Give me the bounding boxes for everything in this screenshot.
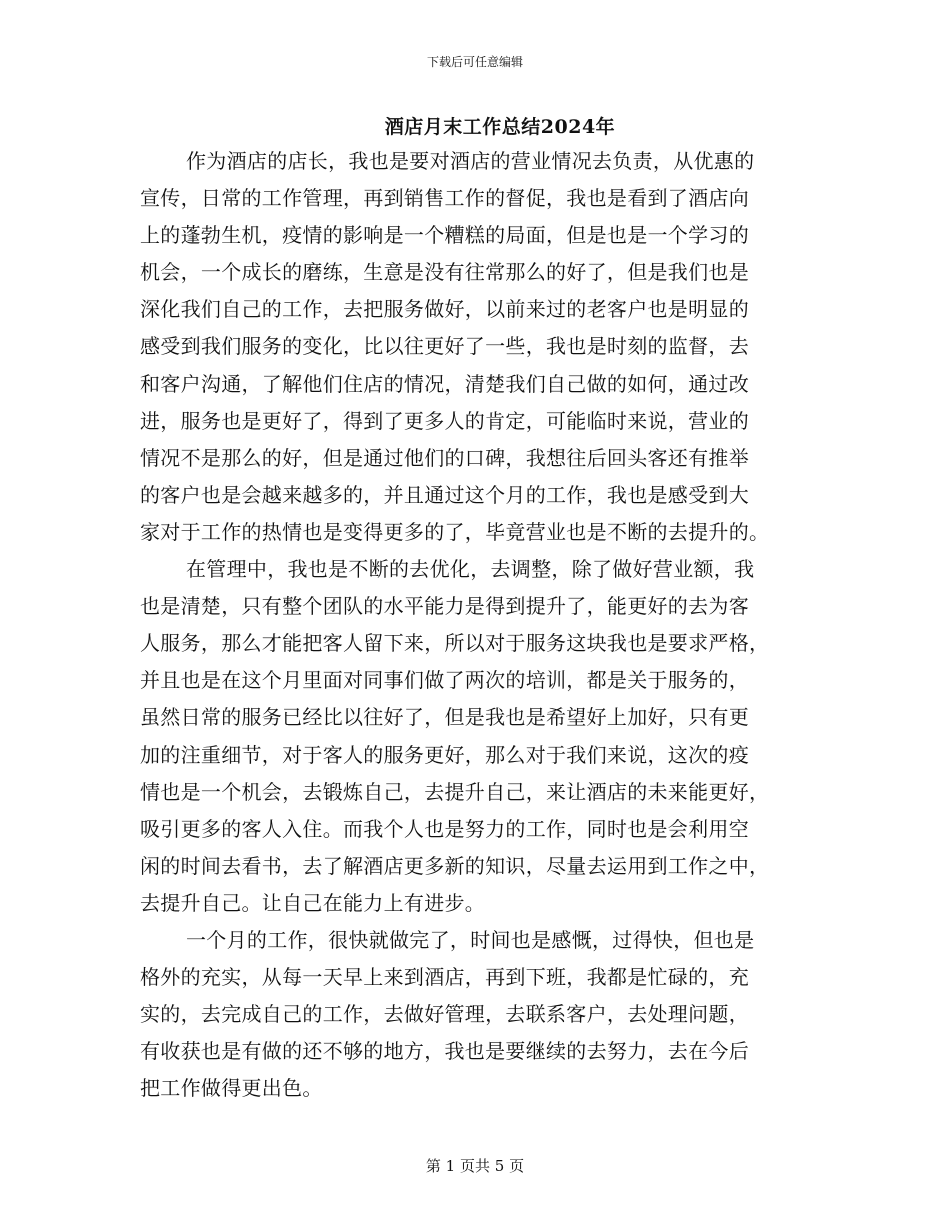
body-line: 进，服务也是更好了，得到了更多人的肯定，可能临时来说，营业的 — [140, 408, 749, 433]
body-line: 虽然日常的服务已经比以往好了，但是我也是希望好上加好，只有更 — [140, 705, 749, 730]
page-header-note: 下载后可任意编辑 — [426, 55, 523, 69]
document-body — [140, 143, 810, 1107]
body-line: 一个月的工作，很快就做完了，时间也是感慨，过得快，但也是 — [186, 927, 755, 952]
document-title: 酒店月末工作总结2024年 — [384, 116, 616, 138]
body-line: 闲的时间去看书，去了解酒店更多新的知识，尽量去运用到工作之中， — [140, 853, 770, 878]
body-line: 情况不是那么的好，但是通过他们的口碑，我想往后回头客还有推举 — [140, 445, 749, 470]
body-line: 有收获也是有做的还不够的地方，我也是要继续的去努力，去在今后 — [140, 1039, 749, 1064]
body-line: 人服务，那么才能把客人留下来，所以对于服务这块我也是要求严格， — [140, 631, 770, 656]
body-line: 宣传，日常的工作管理，再到销售工作的督促，我也是看到了酒店向 — [140, 186, 749, 211]
body-line: 的客户也是会越来越多的，并且通过这个月的工作，我也是感受到大 — [140, 482, 749, 507]
body-line: 把工作做得更出色。 — [140, 1076, 323, 1101]
body-line: 作为酒店的店长，我也是要对酒店的营业情况去负责，从优惠的 — [186, 149, 755, 173]
body-line: 吸引更多的客人入住。而我个人也是努力的工作，同时也是会利用空 — [140, 816, 749, 841]
body-line: 去提升自己。让自己在能力上有进步。 — [140, 890, 486, 915]
body-line: 上的蓬勃生机，疫情的影响是一个糟糕的局面，但是也是一个学习的 — [140, 223, 749, 248]
body-line: 和客户沟通，了解他们住店的情况，清楚我们自己做的如何，通过改 — [140, 371, 749, 396]
body-line: 加的注重细节，对于客人的服务更好，那么对于我们来说，这次的疫 — [140, 742, 749, 767]
page-number: 第 1 页共 5 页 — [425, 1157, 525, 1175]
body-line: 格外的充实，从每一天早上来到酒店，再到下班，我都是忙碌的，充 — [140, 965, 749, 990]
body-line: 也是清楚，只有整个团队的水平能力是得到提升了，能更好的去为客 — [140, 594, 749, 619]
body-line: 机会，一个成长的磨练，生意是没有往常那么的好了，但是我们也是 — [140, 260, 749, 285]
body-line: 在管理中，我也是不断的去优化，去调整，除了做好营业额，我 — [186, 557, 755, 582]
body-line: 深化我们自己的工作，去把服务做好，以前来过的老客户也是明显的 — [140, 297, 749, 322]
body-line: 实的，去完成自己的工作，去做好管理，去联系客户，去处理问题， — [140, 1002, 749, 1027]
body-line: 家对于工作的热情也是变得更多的了，毕竟营业也是不断的去提升的。 — [140, 519, 770, 544]
body-line: 并且也是在这个月里面对同事们做了两次的培训，都是关于服务的， — [140, 668, 749, 693]
body-line: 情也是一个机会，去锻炼自己，去提升自己，来让酒店的未来能更好， — [140, 779, 770, 804]
body-line: 感受到我们服务的变化，比以往更好了一些，我也是时刻的监督，去 — [140, 334, 749, 359]
